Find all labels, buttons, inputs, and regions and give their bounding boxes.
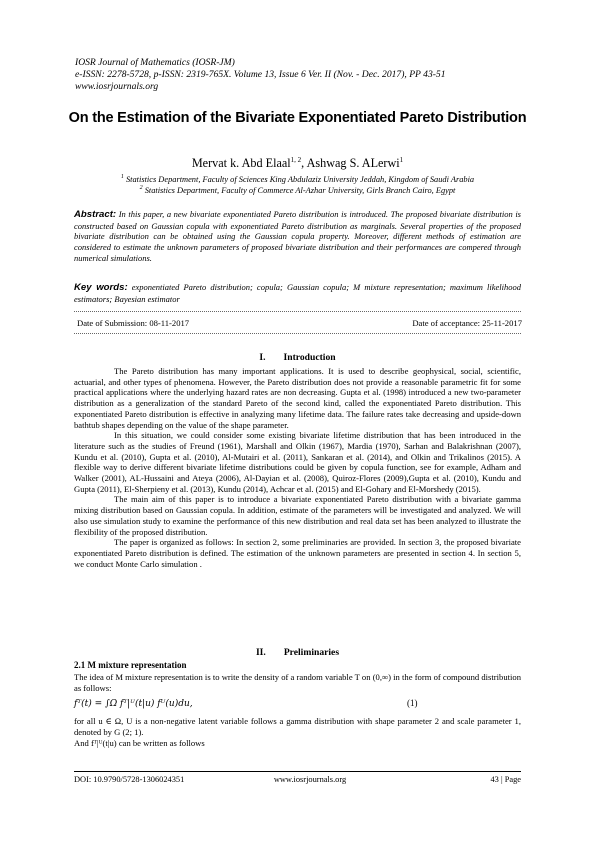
acceptance-date: Date of acceptance: 25-11-2017	[412, 318, 522, 328]
affiliation-mark: 2	[139, 185, 143, 191]
section-title: Introduction	[283, 352, 336, 363]
journal-issn: e-ISSN: 2278-5728, p-ISSN: 2319-765X. Volume 13, Issue 6 Ver. II (Nov. - Dec. 2017), PP 43-51	[75, 69, 446, 80]
footer-page-number: 43 | Page	[490, 775, 521, 784]
equation-number: (1)	[407, 698, 418, 708]
footer-website: www.iosrjournals.org	[273, 775, 347, 784]
affiliation-text: Statistics Department, Faculty of Sciences King Abdulaziz University Jeddah, Kingdom of Saudi Arabia	[123, 174, 475, 184]
section-number: II.	[255, 647, 266, 658]
affiliation-2	[60, 183, 535, 196]
author-1-affiliation-mark: 1, 2	[290, 156, 302, 164]
keywords-text: exponentiated Pareto distribution; copula; Gaussian copula; M mixture representation; maximum likelihood estimators; Bayesian estimator	[74, 282, 521, 304]
keywords	[74, 282, 521, 304]
introduction-body	[74, 366, 521, 569]
mixture-intro: The idea of M mixture representation is to write the density of a random variable T on (0,∞) in the form of compound distribution as follows:	[74, 672, 521, 693]
journal-website: www.iosrjournals.org	[75, 81, 159, 92]
author-2-affiliation-mark: 1	[399, 156, 404, 164]
paragraph: The main aim of this paper is to introduce a bivariate exponentiated Pareto distribution with a bivariate gamma mixing distribution based on Gaussian copula. In addition, estimate of the parameters will be investigated and analyzed. We will also use simulation study to examine the performance of this new distribution and real data set has been analyzed to illustrate the flexibility of the proposed distribution.	[74, 494, 521, 537]
paper-title: On the Estimation of the Bivariate Exponentiated Pareto Distribution	[68, 110, 527, 126]
abstract	[74, 209, 521, 264]
abstract-label: Abstract:	[74, 209, 117, 220]
footer-doi: DOI: 10.9790/5728-1306024351	[74, 775, 185, 784]
author-1: Mervat k. Abd Elaal	[191, 156, 291, 171]
equation-formula: fᵀ(t) = ∫Ω fᵀ|ᵁ(t|u) fᵁ(u)du,	[74, 699, 193, 709]
paragraph: The Pareto distribution has many important applications. It is used to describe geophysical, social, scientific, actuarial, and other types of phenomena. However, the Pareto distribution does not provide a reasonable parametric fit for some practical applications where the underlying hazard rates are non decreasing. Gupta et al. (1998) introduced a new two-parameter distribution as a generalization of the standard Pareto of the second kind, called the exponentiated Pareto distribution. This exponentiated Pareto distribution is effective in analyzing many lifetime data. The failure rates take decreasing and upside-down bathtub shapes depending on the value of the shape parameter.	[74, 366, 521, 430]
section-title: Preliminaries	[283, 647, 340, 658]
dates-row	[77, 318, 522, 328]
subsection-heading: 2.1 M mixture representation	[74, 660, 187, 670]
equation-1	[74, 698, 521, 709]
author-2: Ashwag S. ALerwi	[306, 156, 400, 171]
journal-name: IOSR Journal of Mathematics (IOSR-JM)	[75, 57, 235, 68]
mixture-continuation: And fᵀ|ᵁ(t|u) can be written as follows	[74, 738, 205, 748]
divider-bottom	[74, 333, 521, 334]
paragraph: In this situation, we could consider some existing bivariate lifetime distribution that has been introduced in the literature such as the studies of Freund (1961), Marshall and Olkin (1967), Mardia (1970), Sarhan and Balakrishnan (2007), Kundu et al. (2010), Gupta et al. (2010), Al-Mutairi et al. (2011), Sankaran et al. (2014), and Olkin and Trikalinos (2015). A flexible way to derive different bivariate lifetime distributions could be given by copula function, see for example, Adham and Walker (2001), AL-Hussaini and Ateya (2006), Al-Dayian et al. (2008), Quiroz-Flores (2009),Gupta et al. (2010), Kundu and Gupta (2011), El-Sherpieny et al. (2013), Kundu (2014), Achcar et al. (2015) and El-Gohary and El-Morshedy (2015).	[74, 430, 521, 494]
submission-date: Date of Submission: 08-11-2017	[77, 318, 190, 328]
paragraph: The paper is organized as follows: In section 2, some preliminaries are provided. In section 3, the proposed bivariate exponentiated Pareto distribution is defined. The estimation of the unknown parameters are presented in section 4. In section 5, we conduct Monte Carlo simulation .	[74, 537, 521, 569]
affiliation-mark: 1	[120, 174, 124, 180]
footer-rule	[74, 771, 521, 772]
section-heading-introduction	[74, 352, 521, 363]
affiliation-text: Statistics Department, Faculty of Commerce Al-Azhar University, Girls Branch Cairo, Egypt	[142, 185, 456, 195]
keywords-label: Key words:	[74, 282, 128, 293]
section-number: I.	[259, 352, 266, 363]
abstract-text: In this paper, a new bivariate exponentiated Pareto distribution is introduced. The proposed bivariate distribution is constructed based on Gaussian copula with exponentiated Pareto distribution as marginals. Several properties of the proposed bivariate distribution can be obtained using the Gaussian copula property. Moreover, different methods of estimation are considered to estimate the unknown parameters of proposed bivariate distribution and their performances are compered through numerical simulations.	[74, 209, 521, 263]
divider-top	[74, 311, 521, 312]
author-separator: ,	[301, 156, 307, 171]
mixture-description: for all u ∈ Ω, U is a non-negative latent variable follows a gamma distribution with shape parameter 2 and scale parameter 1, denoted by G (2; 1).	[74, 716, 521, 737]
section-heading-preliminaries	[74, 647, 521, 658]
author-line	[60, 156, 535, 171]
